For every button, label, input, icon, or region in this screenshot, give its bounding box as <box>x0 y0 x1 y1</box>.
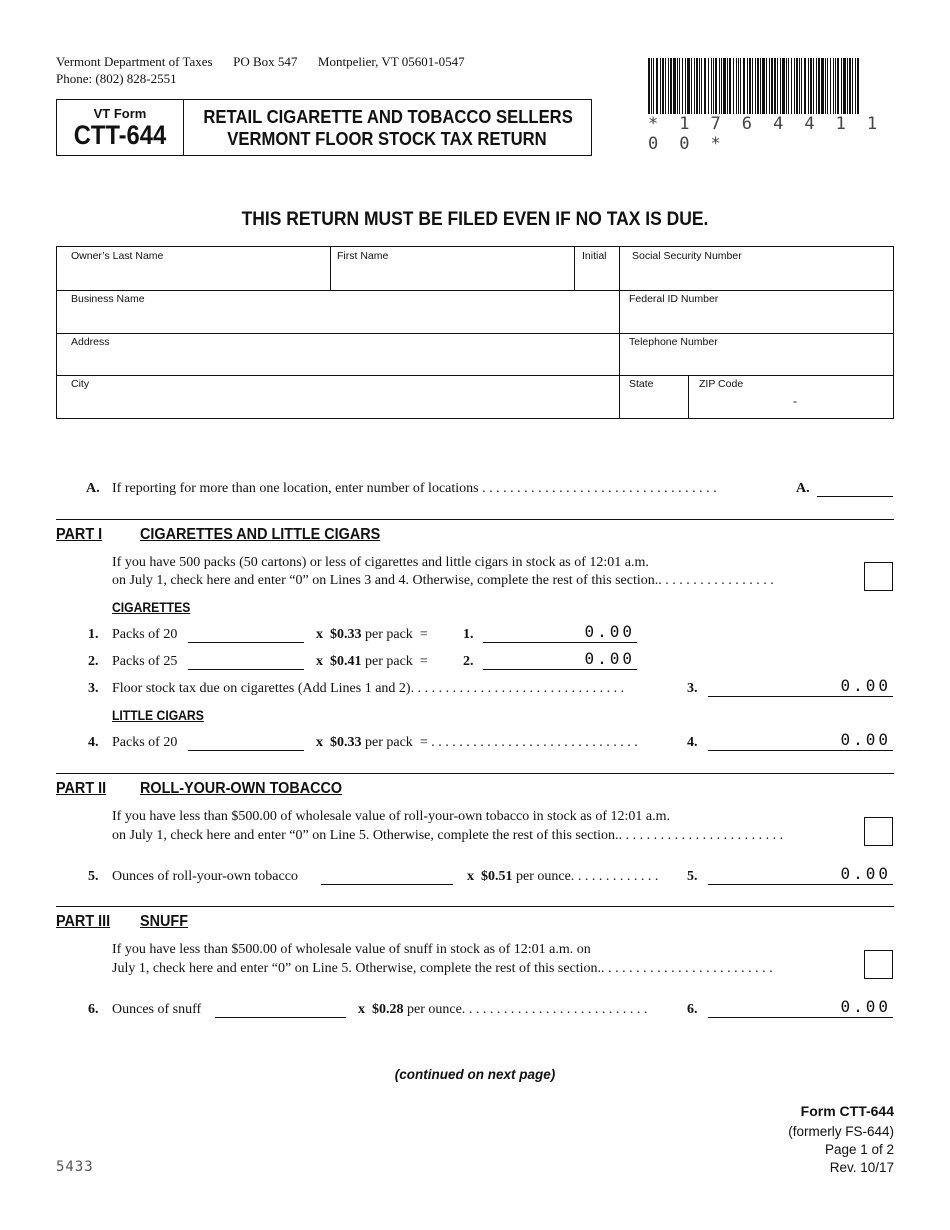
line6-text: Ounces of snuff <box>112 1002 202 1017</box>
barcode-bar <box>771 58 773 114</box>
line4-ref: 4. <box>687 735 698 750</box>
part3-checkbox[interactable] <box>864 950 893 979</box>
barcode-bar <box>777 58 778 114</box>
barcode-bar <box>794 58 795 114</box>
barcode-bar <box>670 58 672 114</box>
state-field[interactable] <box>615 375 688 419</box>
barcode-bar <box>679 58 680 114</box>
form-number: CTT-644 <box>73 120 167 150</box>
leader-dots: . . . . . . . . . . . . . . . . . . . . . . . . . . . . . . <box>431 735 638 750</box>
agency-phone: Phone: (802) 828-2551 <box>56 71 177 86</box>
city-field[interactable] <box>57 375 619 419</box>
line2-text: Packs of 25 <box>112 654 178 669</box>
barcode-bar <box>736 58 737 114</box>
line4-packs-input[interactable] <box>188 750 304 751</box>
zip-dash: - <box>793 394 797 408</box>
form-title <box>183 100 591 155</box>
line5-amount-field[interactable] <box>708 884 893 885</box>
barcode-bar <box>774 58 776 114</box>
barcode-bar <box>830 58 832 114</box>
barcode-bar <box>738 58 739 114</box>
line1-amount-field[interactable] <box>483 642 637 643</box>
line1-text: Packs of 20 <box>112 627 178 642</box>
initial-field[interactable] <box>568 247 619 290</box>
barcode-bar <box>696 58 698 114</box>
line6-rate: x $0.28 per ounce. . . . . . . . . . . . . . . . . . . . . . . . . . . <box>358 1002 648 1017</box>
barcode-bar <box>762 58 765 114</box>
barcode-bar <box>752 58 753 114</box>
filing-notice: THIS RETURN MUST BE FILED EVEN IF NO TAX IS DUE. <box>241 209 709 230</box>
barcode-bar <box>660 58 661 114</box>
barcode-bar <box>766 58 767 114</box>
leader-dots: . . . . . . . . . . . . <box>577 869 659 884</box>
line-a-number: A. <box>86 481 100 496</box>
part3-title: SNUFF <box>140 913 188 930</box>
form-title-box <box>56 99 592 156</box>
line6-number: 6. <box>88 1002 99 1017</box>
line2-ref: 2. <box>463 654 474 669</box>
line-a-ref: A. <box>796 481 810 496</box>
barcode-bar <box>721 58 722 114</box>
part3-intro-line2: July 1, check here and enter “0” on Line 5. Otherwise, complete the rest of this section.. . . . . . . . . . . . . . . . . . . . . . . . . <box>112 961 773 976</box>
barcode-bar <box>653 58 654 114</box>
barcode-bar <box>749 58 751 114</box>
continued-note: (continued on next page) <box>394 1067 556 1082</box>
line6-ref: 6. <box>687 1002 698 1017</box>
barcode-bar <box>804 58 807 114</box>
barcode-bar <box>852 58 853 114</box>
barcode-bar <box>821 58 824 114</box>
barcode-bar <box>818 58 820 114</box>
initial-label: Initial <box>582 250 607 262</box>
barcode-bar <box>796 58 798 114</box>
barcode-bar <box>757 58 759 114</box>
barcode-bar <box>648 58 650 114</box>
barcode-bar <box>808 58 809 114</box>
line5-ref: 5. <box>687 869 698 884</box>
form-title-line2: VERMONT FLOOR STOCK TAX RETURN <box>227 128 547 149</box>
little-cigars-label: LITTLE CIGARS <box>112 708 204 723</box>
barcode-bar <box>743 58 746 114</box>
barcode-bar <box>677 58 678 114</box>
part2-intro-line1: If you have less than $500.00 of wholesale value of roll-your-own tobacco in stock as of 12:01 a.m. <box>112 809 671 824</box>
footer-form-number: Form CTT-644 <box>800 1103 894 1119</box>
line4-number: 4. <box>88 735 99 750</box>
line4-amount-field[interactable] <box>708 750 893 751</box>
part2-title: ROLL-YOUR-OWN TOBACCO <box>140 780 343 797</box>
part2-checkbox[interactable] <box>864 817 893 846</box>
line1-amount: 0.00 <box>584 622 635 641</box>
barcode-bar <box>855 58 856 114</box>
barcode-bar <box>755 58 756 114</box>
cigarettes-label: CIGARETTES <box>112 600 191 615</box>
footer-page: Page 1 of 2 <box>824 1142 894 1157</box>
first-name-label: First Name <box>337 250 389 262</box>
line6-amount-field[interactable] <box>708 1017 893 1018</box>
city-state-zip: Montpelier, VT 05601-0547 <box>317 54 465 69</box>
part1-title: CIGARETTES AND LITTLE CIGARS <box>140 526 381 543</box>
barcode-bar <box>668 58 669 114</box>
barcode-bar <box>711 58 712 114</box>
barcode-bar <box>791 58 793 114</box>
line5-amount: 0.00 <box>840 864 891 883</box>
line4-text: Packs of 20 <box>112 735 178 750</box>
leader-dots: . . . . . . . . . . . . . . . . . . . . . . . . . . . . . . . . . . <box>482 481 717 496</box>
barcode-bar <box>843 58 846 114</box>
address-label: Address <box>71 336 110 348</box>
section-divider <box>56 519 894 520</box>
barcode-bar <box>747 58 748 114</box>
line5-number: 5. <box>88 869 99 884</box>
line1-rate: x $0.33 per pack = <box>316 627 428 642</box>
barcode-bar <box>673 58 676 114</box>
barcode-bar <box>701 58 702 114</box>
barcode-bar <box>740 58 741 114</box>
barcode-bar <box>857 58 859 114</box>
part1-checkbox[interactable] <box>864 562 893 591</box>
section-divider <box>56 773 894 774</box>
leader-dots: . . . . . . . . . . . . . . . . . . . . . . . <box>625 828 784 843</box>
section-divider <box>56 906 894 907</box>
leader-dots: . . . . . . . . . . . . . . . . . . . . . . . . <box>608 961 773 976</box>
barcode-bar <box>816 58 817 114</box>
locations-input[interactable] <box>817 496 893 497</box>
line4-rate: x $0.33 per pack = . . . . . . . . . . . . . . . . . . . . . . . . . . . . . . <box>316 735 638 750</box>
ssn-label: Social Security Number <box>632 250 742 262</box>
po-box: PO Box 547 <box>233 54 298 69</box>
barcode-bar <box>715 58 717 114</box>
dept-name: Vermont Department of Taxes <box>56 54 213 69</box>
barcode-bar <box>662 58 664 114</box>
taxpayer-info-grid <box>56 246 894 419</box>
barcode-bar <box>813 58 814 114</box>
business-name-field[interactable] <box>57 290 619 333</box>
part3-intro-line1: If you have less than $500.00 of wholesale value of snuff in stock as of 12:01 a.m. on <box>112 942 591 957</box>
form-id-block <box>57 100 184 155</box>
state-label: State <box>629 378 654 390</box>
barcode-bar <box>727 58 728 114</box>
leader-dots: . . . . . . . . . . . . . . . . . . . . . . . . . . . . . . <box>417 681 625 696</box>
barcode <box>648 58 884 114</box>
barcode-bar <box>825 58 826 114</box>
line3-amount-field[interactable] <box>708 696 893 697</box>
barcode-bar <box>699 58 700 114</box>
part1-label: PART I <box>56 526 103 543</box>
line5-text: Ounces of roll-your-own tobacco <box>112 869 298 884</box>
line3-amount: 0.00 <box>840 676 891 695</box>
line5-ounces-input[interactable] <box>321 884 453 885</box>
leader-dots: . . . . . . . . . . . . . . . . . . . . . . . . . . <box>468 1002 648 1017</box>
city-label: City <box>71 378 90 390</box>
barcode-bar <box>694 58 695 114</box>
owner-last-name-label: Owner’s Last Name <box>71 250 164 262</box>
line2-packs-input[interactable] <box>188 669 304 670</box>
barcode-bar <box>835 58 836 114</box>
part3-label: PART III <box>56 913 111 930</box>
barcode-bar <box>810 58 812 114</box>
barcode-bar <box>691 58 692 114</box>
line2-number: 2. <box>88 654 99 669</box>
barcode-bar <box>827 58 828 114</box>
part1-intro-line1: If you have 500 packs (50 cartons) or less of cigarettes and little cigars in stock as of 12:01 a.m. <box>112 555 649 570</box>
federal-id-field[interactable] <box>615 290 895 333</box>
barcode-bar <box>799 58 800 114</box>
barcode-bar <box>687 58 690 114</box>
footer-revision: Rev. 10/17 <box>829 1160 894 1175</box>
barcode-bar <box>682 58 684 114</box>
owner-last-name-field[interactable] <box>57 247 330 290</box>
barcode-bar <box>788 58 789 114</box>
first-name-field[interactable] <box>323 247 574 290</box>
barcode-bar <box>849 58 851 114</box>
barcode-bar <box>786 58 787 114</box>
line6-ounces-input[interactable] <box>215 1017 346 1018</box>
barcode-bar <box>782 58 785 114</box>
barcode-bar <box>733 58 735 114</box>
barcode-bar <box>723 58 726 114</box>
barcode-bar <box>780 58 781 114</box>
barcode-bar <box>685 58 686 114</box>
line2-rate: x $0.41 per pack = <box>316 654 428 669</box>
line4-amount: 0.00 <box>840 730 891 749</box>
zip-label: ZIP Code <box>699 378 744 390</box>
line1-ref: 1. <box>463 627 474 642</box>
telephone-field[interactable] <box>615 333 895 375</box>
telephone-label: Telephone Number <box>629 336 718 348</box>
leader-dots: . . . . . . . . . . . . . . . . <box>665 573 774 588</box>
vt-form-label: VT Form <box>93 106 147 121</box>
barcode-bar <box>837 58 839 114</box>
barcode-number: * 1 7 6 4 4 1 1 0 0 * <box>648 114 883 154</box>
barcode-bar <box>708 58 710 114</box>
barcode-bar <box>704 58 707 114</box>
barcode-bar <box>801 58 802 114</box>
part2-intro-line2: on July 1, check here and enter “0” on Line 5. Otherwise, complete the rest of this section.. . . . . . . . . . . . . . . . . . . . . . . . <box>112 828 784 843</box>
barcode-bar <box>656 58 659 114</box>
barcode-bar <box>760 58 761 114</box>
federal-id-label: Federal ID Number <box>629 293 719 305</box>
part2-label: PART II <box>56 780 107 797</box>
line-a-text: If reporting for more than one location, enter number of locations . . . . . . . . . . . . . . . . . . . . . . . . . . . . . . . . . . <box>112 481 717 496</box>
line1-packs-input[interactable] <box>188 642 304 643</box>
business-name-label: Business Name <box>71 293 145 305</box>
address-field[interactable] <box>57 333 619 375</box>
barcode-bar <box>847 58 848 114</box>
agency-address <box>56 53 465 70</box>
form-title-line1: RETAIL CIGARETTE AND TOBACCO SELLERS <box>203 106 573 127</box>
line3-number: 3. <box>88 681 99 696</box>
barcode-bar <box>769 58 770 114</box>
line2-amount-field[interactable] <box>483 669 637 670</box>
form-code: 5433 <box>56 1159 94 1175</box>
footer-formerly: (formerly FS-644) <box>788 1124 894 1139</box>
barcode-bar <box>665 58 666 114</box>
line3-ref: 3. <box>687 681 698 696</box>
barcode-bar <box>729 58 731 114</box>
barcode-bar <box>719 58 720 114</box>
line6-amount: 0.00 <box>840 997 891 1016</box>
line1-number: 1. <box>88 627 99 642</box>
barcode-bar <box>651 58 652 114</box>
barcode-bar <box>841 58 842 114</box>
line5-rate: x $0.51 per ounce. . . . . . . . . . . . . <box>467 869 659 884</box>
ssn-field[interactable] <box>618 247 894 290</box>
barcode-bar <box>713 58 714 114</box>
part1-intro-line2: on July 1, check here and enter “0” on Lines 3 and 4. Otherwise, complete the rest of this section.. . . . . . . . . . . . . . . . . <box>112 573 774 588</box>
line3-text: Floor stock tax due on cigarettes (Add Lines 1 and 2). . . . . . . . . . . . . . . . . . . . . . . . . . . . . . . <box>112 681 625 696</box>
barcode-bar <box>833 58 834 114</box>
line2-amount: 0.00 <box>584 649 635 668</box>
zip-field[interactable] <box>685 375 893 419</box>
